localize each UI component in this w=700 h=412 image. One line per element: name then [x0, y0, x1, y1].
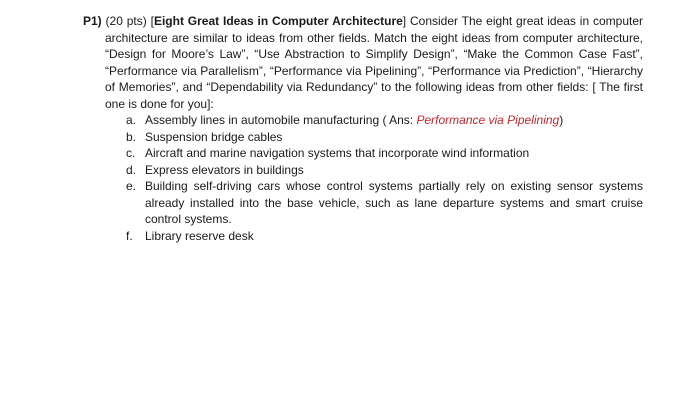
- problem-topic: Eight Great Ideas in Computer Architecture: [153, 14, 403, 28]
- list-item: [83, 178, 643, 228]
- part-answer: Performance via Pipelining: [416, 113, 560, 127]
- list-item: [83, 145, 643, 162]
- part-letter: c.: [126, 146, 136, 160]
- list-item: [83, 162, 643, 179]
- list-item: [83, 112, 643, 129]
- parts-list: [83, 112, 643, 244]
- part-text: Suspension bridge cables: [145, 129, 283, 144]
- problem-prompt: Consider The eight great ideas in computer architecture are similar to ideas from other fields. Match the eight ideas from computer architecture, “Design for Moore’s Law”, “Use Abstraction to Simplify Design”, “Make the Common Case Fast”, “Performance via Parallelism”, “Performance via Pipelining”, “Performance via Prediction”, “Hierarchy of Memories”, and “Dependability via Redundancy” to the following ideas from other fields: [ The first one is done for you]:: [105, 14, 643, 111]
- topic-bracket-open: [: [150, 14, 154, 28]
- list-item: [83, 129, 643, 146]
- part-text: Library reserve desk: [145, 228, 254, 243]
- part-text: Express elevators in buildings: [145, 162, 304, 177]
- part-text: Building self-driving cars whose control systems partially rely on existing sensor systems already installed into the base vehicle, such as lane departure systems and smart cruise control systems.: [145, 179, 643, 226]
- part-letter: b.: [126, 129, 137, 144]
- problem-label: P1): [83, 14, 102, 28]
- list-item: [83, 228, 643, 245]
- part-text: Aircraft and marine navigation systems that incorporate wind information: [145, 146, 530, 160]
- part-letter: f.: [126, 228, 133, 243]
- topic-bracket-close: ]: [402, 14, 407, 28]
- part-letter: d.: [126, 162, 137, 177]
- problem-p1: [83, 13, 643, 244]
- problem-statement: [83, 13, 643, 112]
- part-text-after: ): [559, 113, 564, 127]
- part-text: Assembly lines in automobile manufacturing ( Ans:: [145, 113, 417, 127]
- problem-points: (20 pts): [105, 14, 147, 28]
- part-letter: e.: [126, 179, 137, 193]
- part-letter: a.: [126, 113, 137, 127]
